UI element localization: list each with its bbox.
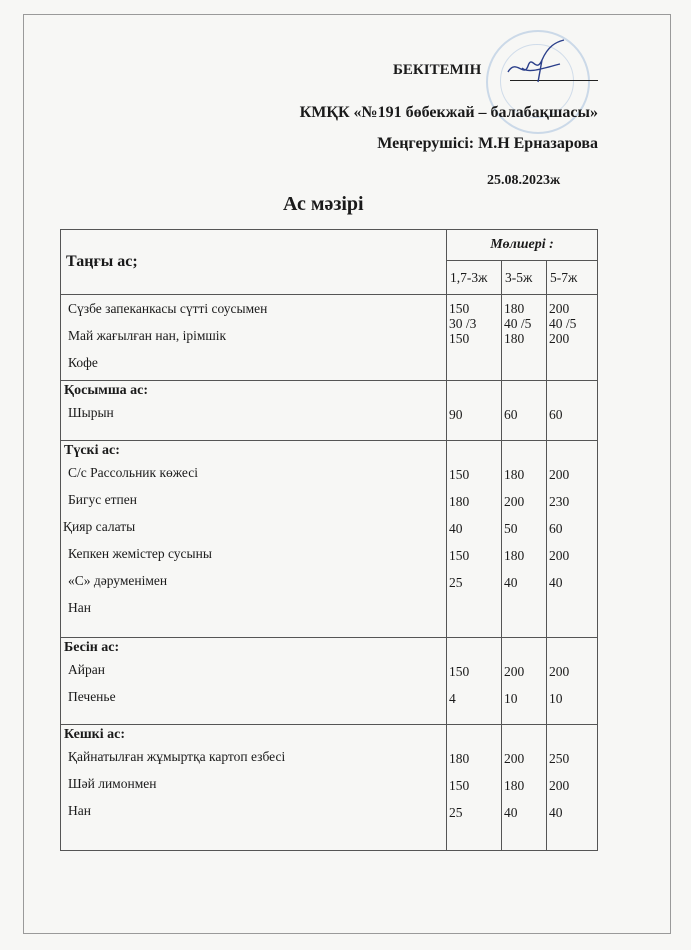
quantity-value: 180 — [504, 548, 525, 563]
afternoon-col3 — [547, 638, 598, 725]
approve-label: БЕКІТЕМІН — [393, 62, 482, 78]
list-item: «С» дәруменімен — [68, 573, 168, 588]
list-item: Кепкен жемістер сусыны — [68, 546, 212, 561]
dinner-col2 — [502, 725, 547, 851]
list-item: С/с Рассольник көжесі — [68, 465, 198, 480]
list-item: Шырын — [68, 405, 114, 420]
quantity-value: 4 — [449, 691, 456, 706]
dinner-items — [61, 725, 447, 851]
quantity-value: 25 — [449, 575, 463, 590]
snack-items — [61, 381, 447, 441]
quantity-value: 50 — [504, 521, 518, 536]
quantity-value: 90 — [449, 407, 463, 422]
signature-mark — [498, 38, 578, 86]
quantity-value: 150 — [449, 467, 470, 482]
afternoon-col2 — [502, 638, 547, 725]
quantity-value: 150 — [449, 664, 470, 679]
quantity-value: 180 — [504, 778, 525, 793]
breakfast-section — [61, 295, 598, 381]
breakfast-title: Таңғы ас; — [61, 230, 447, 295]
page-title: Ас мәзірі — [283, 193, 364, 215]
afternoon-col1 — [447, 638, 502, 725]
quantity-value: 40 — [549, 575, 563, 590]
quantity-value: 250 — [549, 751, 570, 766]
quantity-value: 200 — [504, 751, 525, 766]
list-item: Сүзбе запеканкасы сүтті соусымен — [68, 301, 268, 316]
lunch-section — [61, 441, 598, 638]
quantity-value: 40 — [549, 805, 563, 820]
quantity-value: 180 — [504, 301, 525, 316]
head-person: Меңгерушісі: М.Н Ерназарова — [377, 135, 598, 152]
quantity-header: Мөлшері : — [447, 230, 598, 261]
table-header-row — [61, 230, 598, 261]
breakfast-items — [61, 295, 447, 381]
list-item: Май жағылған нан, ірімшік — [68, 328, 227, 343]
age-group: 5-7ж — [547, 261, 598, 295]
quantity-value: 200 — [549, 664, 570, 679]
age-group: 1,7-3ж — [447, 261, 502, 295]
section-title: Кешкі ас: — [64, 727, 125, 742]
quantity-value: 150 — [449, 301, 470, 316]
lunch-col2 — [502, 441, 547, 638]
quantity-value: 230 — [549, 494, 570, 509]
quantity-value: 30 /3 — [449, 316, 477, 331]
list-item: Қайнатылған жұмыртқа картоп езбесі — [68, 749, 286, 764]
breakfast-col2 — [502, 295, 547, 381]
quantity-value: 40 — [449, 521, 463, 536]
quantity-value: 60 — [549, 407, 563, 422]
list-item: Нан — [68, 600, 91, 615]
quantity-value: 40 — [504, 805, 518, 820]
snack-col1 — [447, 381, 502, 441]
section-title: Бесін ас: — [64, 640, 120, 655]
quantity-value: 200 — [549, 467, 570, 482]
lunch-col1 — [447, 441, 502, 638]
list-item: Қияр салаты — [63, 519, 136, 534]
quantity-value: 200 — [549, 778, 570, 793]
quantity-value: 200 — [549, 548, 570, 563]
list-item: Печенье — [68, 689, 116, 704]
quantity-value: 150 — [449, 548, 470, 563]
list-item: Шәй лимонмен — [68, 776, 157, 791]
quantity-value: 150 — [449, 331, 470, 346]
lunch-items — [61, 441, 447, 638]
afternoon-section — [61, 638, 598, 725]
quantity-value: 25 — [449, 805, 463, 820]
list-item: Нан — [68, 803, 91, 818]
snack-section — [61, 381, 598, 441]
organization-name: КМҚК «№191 бөбекжай – балабақшасы» — [299, 104, 598, 121]
document-date: 25.08.2023ж — [487, 173, 561, 188]
quantity-value: 60 — [504, 407, 518, 422]
breakfast-col3 — [547, 295, 598, 381]
quantity-value: 40 /5 — [549, 316, 577, 331]
quantity-value: 40 /5 — [504, 316, 532, 331]
list-item: Айран — [68, 662, 105, 677]
quantity-value: 200 — [549, 331, 570, 346]
breakfast-col1 — [447, 295, 502, 381]
quantity-value: 200 — [504, 664, 525, 679]
quantity-value: 10 — [504, 691, 518, 706]
menu-table — [60, 229, 598, 851]
dinner-section — [61, 725, 598, 851]
quantity-value: 60 — [549, 521, 563, 536]
section-title: Қосымша ас: — [64, 383, 149, 398]
snack-col3 — [547, 381, 598, 441]
section-title: Түскі ас: — [64, 443, 120, 458]
quantity-value: 180 — [504, 331, 525, 346]
afternoon-items — [61, 638, 447, 725]
quantity-value: 150 — [449, 778, 470, 793]
snack-col2 — [502, 381, 547, 441]
quantity-value: 200 — [504, 494, 525, 509]
list-item: Кофе — [68, 355, 98, 370]
quantity-value: 180 — [449, 751, 470, 766]
list-item: Бигус етпен — [68, 492, 137, 507]
dinner-col3 — [547, 725, 598, 851]
dinner-col1 — [447, 725, 502, 851]
quantity-value: 180 — [449, 494, 470, 509]
lunch-col3 — [547, 441, 598, 638]
age-group: 3-5ж — [502, 261, 547, 295]
quantity-value: 200 — [549, 301, 570, 316]
quantity-value: 10 — [549, 691, 563, 706]
quantity-value: 180 — [504, 467, 525, 482]
quantity-value: 40 — [504, 575, 518, 590]
